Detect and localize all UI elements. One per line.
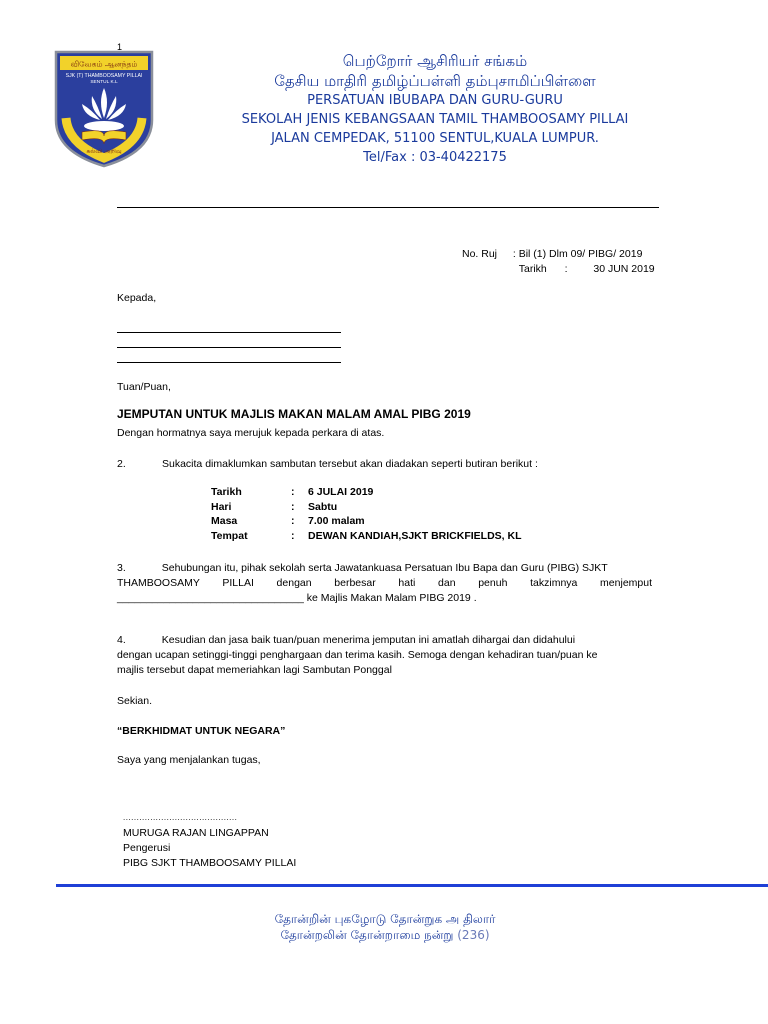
detail-row-masa	[211, 514, 522, 529]
svg-text:கல்வி அறிவு: கல்வி அறிவு	[86, 148, 122, 155]
para4-line2: dengan ucapan setinggi-tinggi penghargaan dan terima kasih. Semoga dengan kehadiran tuan/puan ke	[117, 649, 598, 661]
recipient-line-1	[117, 332, 341, 333]
detail-sep: :	[291, 500, 295, 513]
para3-number: 3.	[117, 562, 126, 574]
detail-label: Tarikh	[211, 486, 242, 498]
letterhead-tamil-line1: பெற்றோர் ஆசிரியர் சங்கம்	[342, 52, 528, 70]
detail-value: DEWAN KANDIAH,SJKT BRICKFIELDS, KL	[308, 529, 522, 542]
reference-block	[462, 247, 655, 277]
para2-number: 2.	[117, 458, 126, 470]
no-ruj-label: No. Ruj	[462, 248, 498, 260]
tarikh-value: 30 JUN 2019	[593, 263, 655, 275]
detail-value: 7.00 malam	[308, 515, 365, 527]
duty-line: Saya yang menjalankan tugas,	[117, 754, 261, 766]
detail-sep: :	[291, 529, 295, 542]
stray-mark: 1	[117, 42, 123, 52]
para3-line1: Sehubungan itu, pihak sekolah serta Jawatankuasa Persatuan Ibu Bapa dan Guru (PIBG) SJKT	[161, 562, 608, 574]
footer-quote-line1: தோன்றின் புகழோடு தோன்றுக அ திலார்	[274, 912, 496, 926]
motto: “BERKHIDMAT UNTUK NEGARA”	[117, 725, 286, 737]
svg-text:SENTUL K.L: SENTUL K.L	[90, 80, 118, 85]
intro-line: Dengan hormatnya saya merujuk kepada perkara di atas.	[117, 427, 385, 439]
footer-quote	[200, 911, 570, 943]
detail-row-hari	[211, 500, 522, 515]
footer-quote-line2: தோன்றலின் தோன்றாமை நன்று	[280, 928, 454, 942]
letterhead-address: JALAN CEMPEDAK, 51100 SENTUL,KUALA LUMPUR.	[271, 131, 599, 146]
recipient-line-3	[117, 362, 341, 363]
detail-label: Tempat	[211, 529, 248, 542]
no-ruj-value: : Bil (1) Dlm 09/ PIBG/ 2019	[512, 248, 643, 260]
letterhead-association: PERSATUAN IBUBAPA DAN GURU-GURU	[307, 93, 563, 108]
event-details	[211, 485, 522, 543]
svg-text:விவேகம் ஆனந்தம்: விவேகம் ஆனந்தம்	[70, 59, 138, 69]
para2-text: Sukacita dimaklumkan sambutan tersebut akan diadakan seperti butiran berikut :	[162, 458, 538, 470]
para4	[117, 633, 652, 678]
header-divider	[117, 207, 659, 208]
letterhead-tamil-line2: தேசிய மாதிரி தமிழ்ப்பள்ளி தம்புசாமிப்பிள்ளை	[274, 72, 596, 90]
signature-block	[123, 826, 296, 871]
para3-line2: THAMBOOSAMY PILLAI dengan berbesar hati dan penuh takzimnya menjemput	[117, 577, 652, 589]
tarikh-label: Tarikh	[518, 263, 547, 275]
para4-line1: Kesudian dan jasa baik tuan/puan menerima jemputan ini amatlah dihargai dan didahului	[161, 634, 576, 646]
para4-number: 4.	[117, 634, 126, 646]
svg-text:SJK (T) THAMBOOSAMY PILLAI: SJK (T) THAMBOOSAMY PILLAI	[65, 73, 143, 79]
signatory-title: Pengerusi	[123, 842, 171, 854]
letterhead-school: SEKOLAH JENIS KEBANGSAAN TAMIL THAMBOOSAMY PILLAI	[241, 112, 629, 127]
detail-value: 6 JULAI 2019	[308, 486, 374, 498]
para3-line3: ke Majlis Makan Malam PIBG 2019 .	[303, 592, 477, 604]
signatory-name: MURUGA RAJAN LINGAPPAN	[123, 827, 269, 839]
detail-row-tempat	[211, 529, 522, 544]
detail-label: Masa	[211, 515, 238, 527]
detail-sep: :	[291, 486, 295, 498]
signatory-org: PIBG SJKT THAMBOOSAMY PILLAI	[123, 857, 297, 869]
letter-subject: JEMPUTAN UNTUK MAJLIS MAKAN MALAM AMAL PIBG 2019	[117, 407, 471, 421]
para4-line3: majlis tersebut dapat memeriahkan lagi Sambutan Ponggal	[117, 664, 392, 676]
footer-quote-number: (236)	[457, 928, 490, 942]
school-logo	[52, 48, 156, 168]
letterhead-telfax: Tel/Fax : 03-40422175	[363, 150, 507, 165]
salutation: Tuan/Puan,	[117, 381, 171, 393]
kepada: Kepada,	[117, 292, 157, 304]
detail-value: Sabtu	[308, 500, 338, 513]
para3	[117, 561, 652, 606]
detail-row-tarikh	[211, 485, 522, 500]
tarikh-sep: :	[564, 263, 568, 275]
letterhead	[200, 52, 670, 167]
recipient-line-2	[117, 347, 341, 348]
detail-label: Hari	[211, 500, 232, 513]
closing: Sekian.	[117, 695, 153, 707]
invitee-blank: ________________________________	[117, 592, 304, 604]
signature-line: ..........................................	[123, 813, 238, 822]
footer-divider	[56, 884, 768, 887]
detail-sep: :	[291, 515, 295, 527]
